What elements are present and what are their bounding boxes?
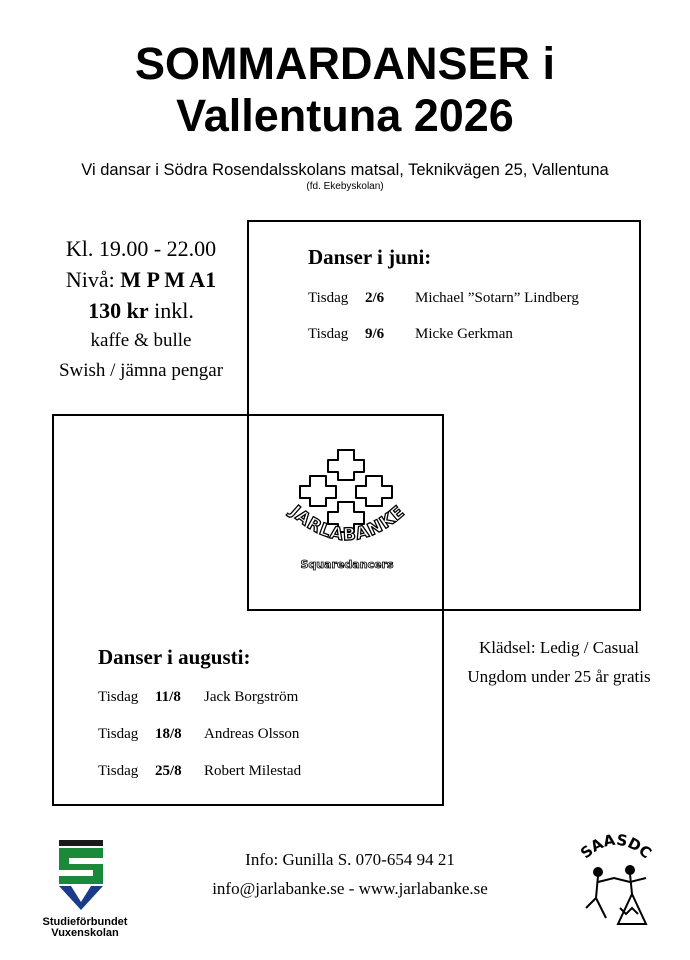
row-caller: Robert Milestad: [204, 763, 302, 779]
level-value: M P M A1: [120, 267, 217, 292]
dancer-head-left: [594, 868, 602, 876]
row-caller: Micke Gerkman: [415, 326, 513, 342]
row-date: 18/8: [155, 726, 182, 742]
saasdc-dancers: [586, 866, 646, 924]
row-date: 9/6: [365, 326, 385, 342]
saasdc-text: SAASDC: [576, 830, 656, 863]
event-info: [40, 234, 242, 386]
row-day: Tisdag: [308, 326, 349, 342]
sv-logo-bar: [59, 840, 103, 846]
dancer-right: [618, 874, 646, 924]
row-date: 2/6: [365, 290, 385, 306]
logo-cross-right: [356, 476, 392, 506]
price-value: 130 kr: [88, 298, 149, 323]
dancer-head-right: [626, 866, 634, 874]
row-caller: Andreas Olsson: [204, 726, 300, 742]
row-date: 25/8: [155, 763, 182, 779]
dress-info: [448, 633, 670, 691]
time-text: Kl. 19.00 - 22.00: [65, 236, 217, 261]
logo-sub-text: Squaredancers: [300, 558, 394, 571]
saasdc-logo: [568, 828, 663, 933]
row-day: Tisdag: [98, 763, 139, 779]
jarlabanke-logo: [280, 446, 415, 576]
contact-phone: Info: Gunilla S. 070-654 94 21: [245, 850, 455, 869]
row-caller: Jack Borgström: [204, 689, 299, 705]
logo-club-text: JARLABANKE: [285, 501, 410, 546]
level-line: [40, 264, 242, 295]
august-heading: Danser i augusti:: [98, 645, 251, 669]
row-day: Tisdag: [98, 689, 139, 705]
level-label: Nivå:: [65, 267, 115, 292]
logo-cross-left: [300, 476, 336, 506]
dress-code-text: Klädsel: Ledig / Casual: [478, 638, 640, 657]
june-heading: Danser i juni:: [308, 245, 432, 269]
price-suffix: inkl.: [154, 298, 194, 323]
contact-web: info@jarlabanke.se - www.jarlabanke.se: [212, 879, 488, 898]
poster-title: [0, 38, 690, 142]
price-line: [40, 295, 242, 326]
sv-logo-line1: Studieförbundet: [42, 916, 128, 928]
sv-logo-s-shape: [59, 848, 103, 884]
youth-text: Ungdom under 25 år gratis: [467, 667, 651, 686]
payment-text: Swish / jämna pengar: [58, 360, 224, 381]
row-caller: Michael ”Sotarn” Lindberg: [415, 290, 579, 306]
venue-text: Vi dansar i Södra Rosendalsskolans matsal, Teknikvägen 25, Vallentuna: [81, 161, 609, 179]
title-line-1: SOMMARDANSER i: [134, 38, 555, 89]
vuxenskolan-logo: [28, 838, 143, 938]
title-line-2: Vallentuna 2026: [176, 90, 514, 141]
row-day: Tisdag: [308, 290, 349, 306]
row-day: Tisdag: [98, 726, 139, 742]
includes-text: kaffe & bulle: [90, 330, 192, 351]
row-date: 11/8: [155, 689, 181, 705]
contact-info: [190, 845, 510, 903]
sv-logo-v-shape: [59, 886, 103, 910]
logo-cross-top: [328, 450, 364, 480]
sv-logo-line2: Vuxenskolan: [51, 927, 119, 938]
venue-note: (fd. Ekebyskolan): [306, 181, 384, 192]
